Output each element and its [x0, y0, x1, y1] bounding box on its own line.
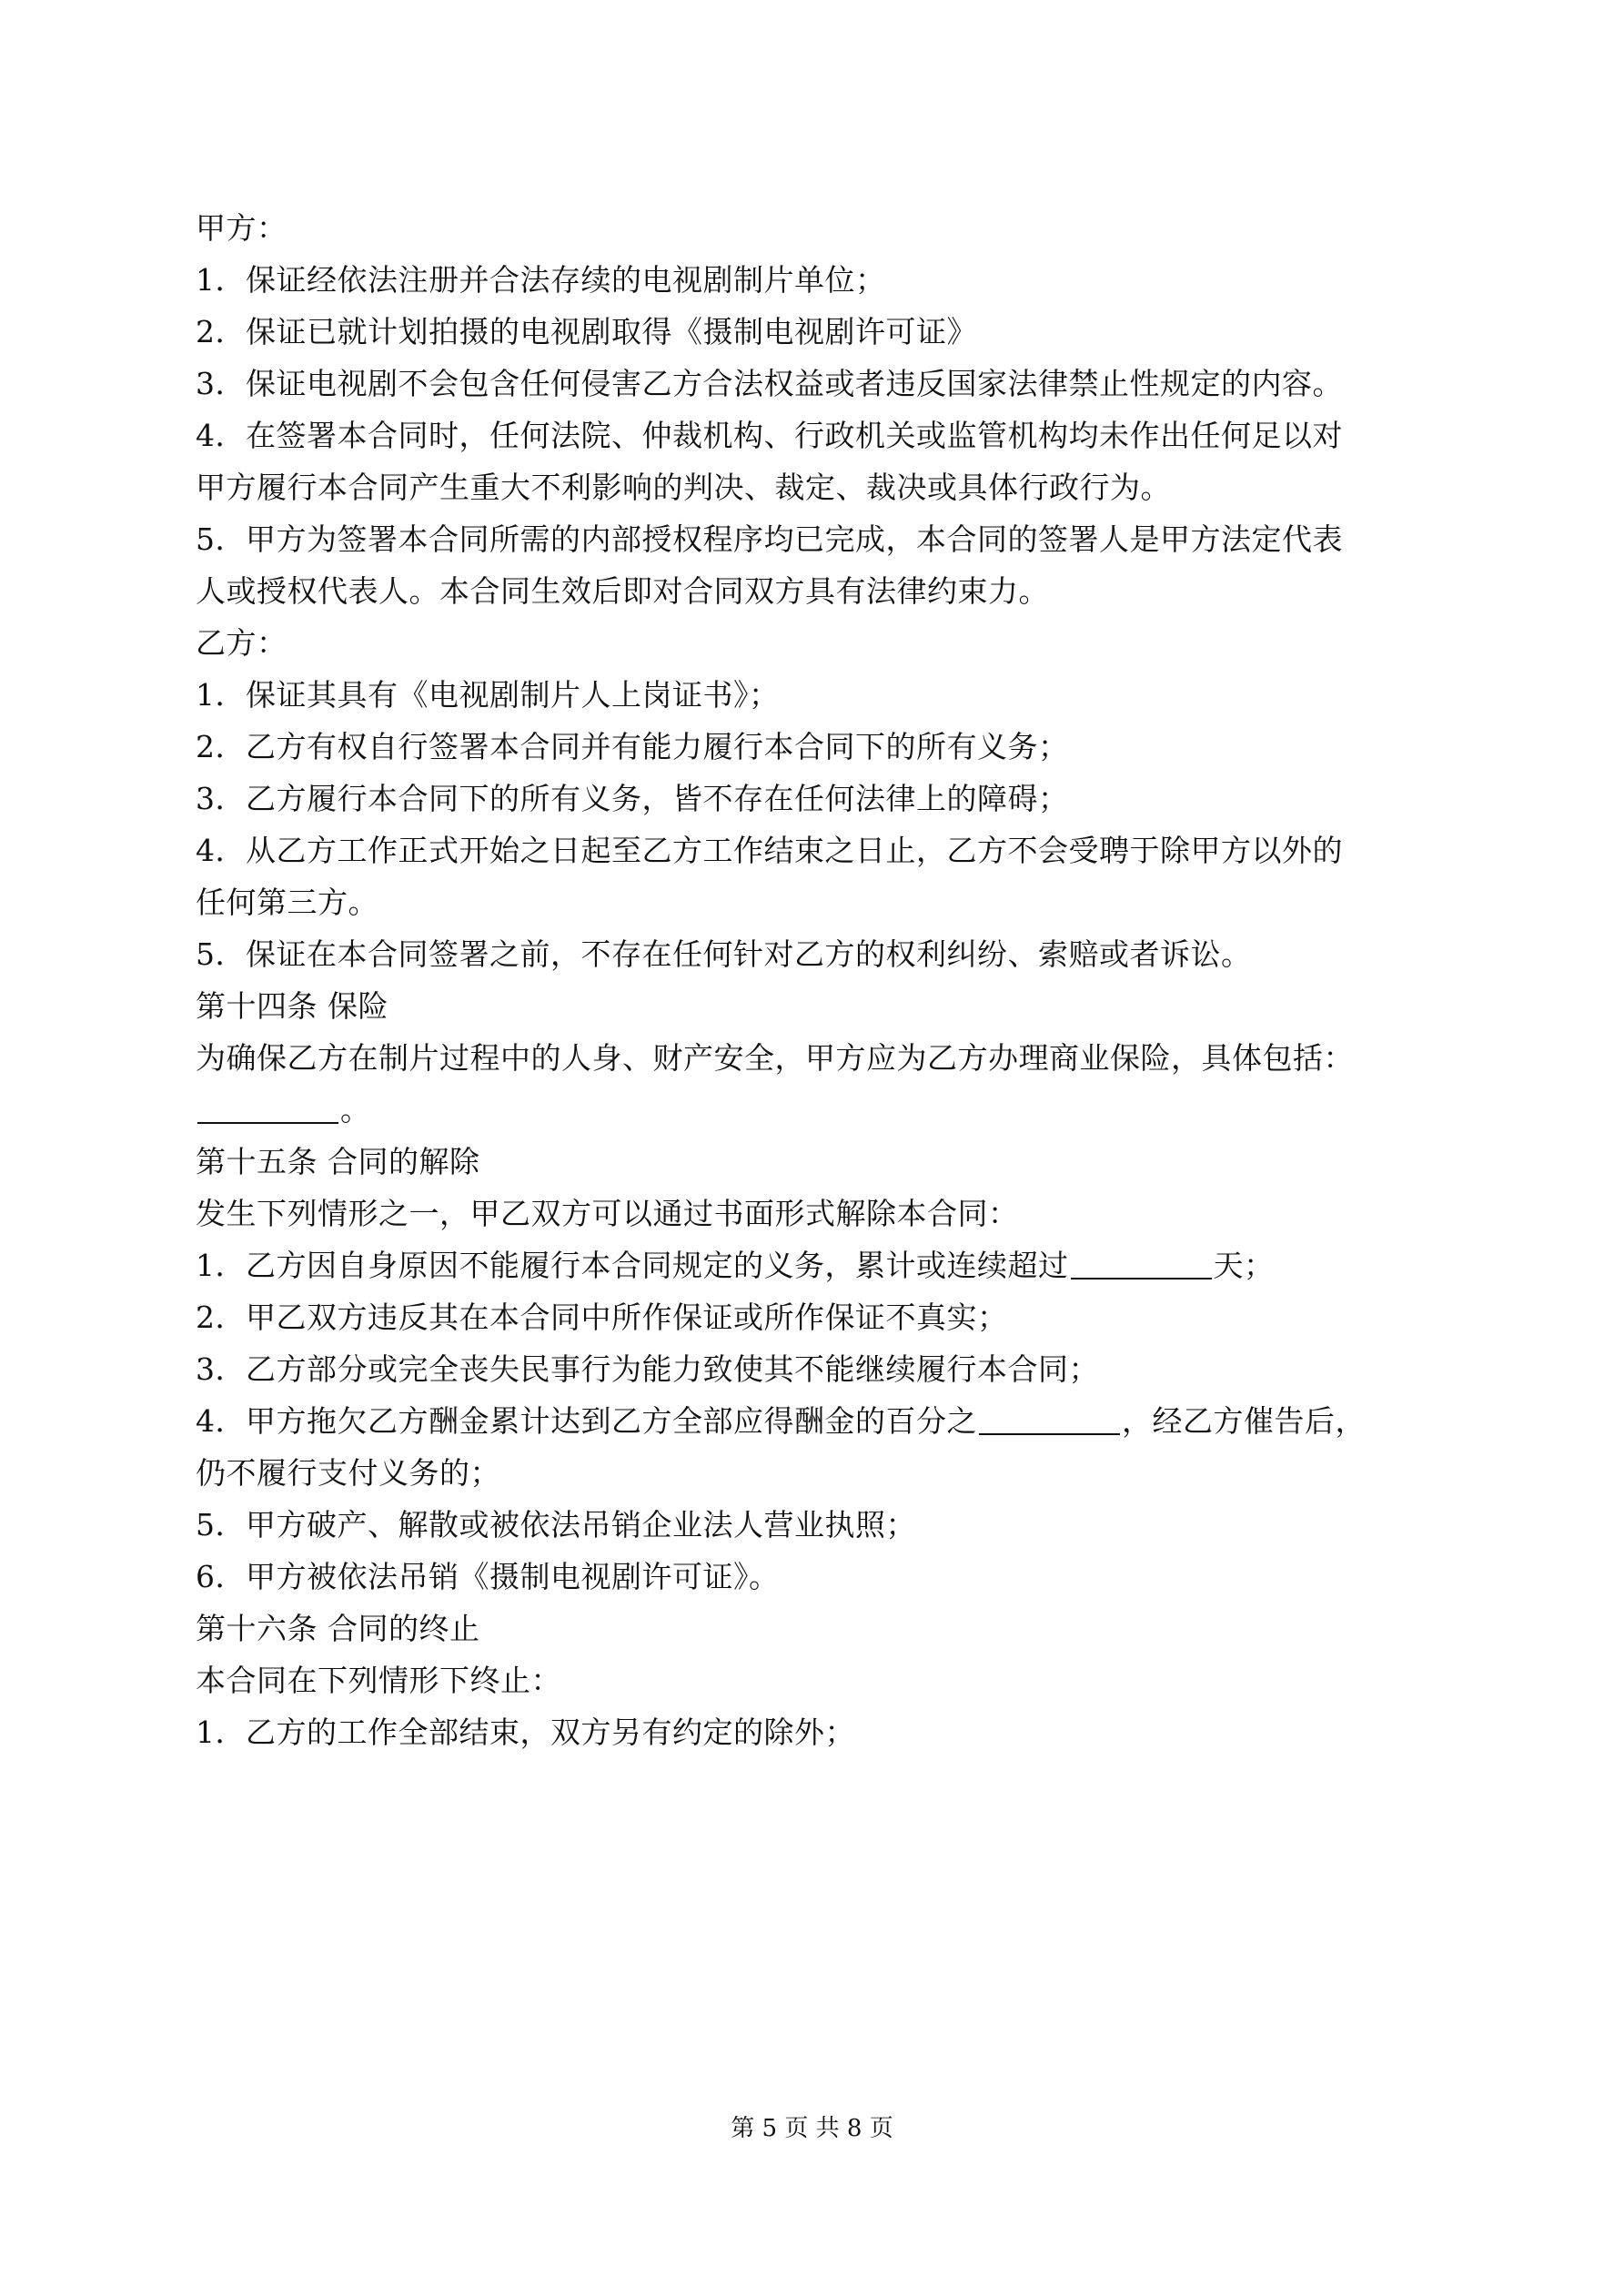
article-15-item-3: 3．乙方部分或完全丧失民事行为能力致使其不能继续履行本合同； [196, 1351, 1099, 1387]
insurance-blank-suffix: 。 [340, 1092, 371, 1128]
article-15-item-2: 2．甲乙双方违反其在本合同中所作保证或所作保证不真实； [196, 1300, 1008, 1335]
party-b-item-5: 5．保证在本合同签署之前，不存在任何针对乙方的权利纠纷、索赔或者诉讼。 [196, 936, 1252, 972]
article-16-heading: 第十六条 合同的终止 [196, 1611, 480, 1646]
party-a-item-3: 3．保证电视剧不会包含任何侵害乙方合法权益或者违反国家法律禁止性规定的内容。 [196, 366, 1343, 401]
party-b-item-1: 1．保证其具有《电视剧制片人上岗证书》； [196, 677, 780, 713]
article-15-item-6: 6．甲方被依法吊销《摄制电视剧许可证》。 [196, 1559, 780, 1594]
party-b-heading: 乙方： [196, 625, 287, 661]
article-15-item-4-suffix: ，经乙方催告后， [1122, 1403, 1366, 1439]
party-a-item-1: 1．保证经依法注册并合法存续的电视剧制片单位； [196, 262, 886, 298]
article-15-item-1 [196, 1239, 1451, 1291]
party-b-item-4-line-1: 4．从乙方工作正式开始之日起至乙方工作结束之日止，乙方不会受聘于除甲方以外的 [196, 833, 1343, 868]
article-16-item-1: 1．乙方的工作全部结束，双方另有约定的除外； [196, 1714, 855, 1750]
party-a-item-2: 2．保证已就计划拍摄的电视剧取得《摄制电视剧许可证》 [196, 314, 977, 349]
page-footer: 第 5 页 共 8 页 [731, 2115, 893, 2142]
article-15-item-4-line-1 [196, 1395, 1451, 1447]
party-a-heading: 甲方： [196, 210, 287, 246]
document-body [196, 202, 1451, 1758]
party-a-item-4-line-1: 4．在签署本合同时，任何法院、仲裁机构、行政机关或监管机构均未作出任何足以对 [196, 418, 1343, 453]
article-15-item-1-suffix: 天； [1213, 1248, 1275, 1283]
article-14-text: 为确保乙方在制片过程中的人身、财产安全，甲方应为乙方办理商业保险，具体包括： [196, 1040, 1354, 1076]
article-15-item-4-line-2: 仍不履行支付义务的； [196, 1455, 500, 1491]
article-16-intro: 本合同在下列情形下终止： [196, 1663, 561, 1698]
article-15-heading: 第十五条 合同的解除 [196, 1144, 480, 1179]
article-15-item-5: 5．甲方破产、解散或被依法吊销企业法人营业执照； [196, 1507, 916, 1542]
percentage-blank[interactable] [979, 1402, 1120, 1435]
party-b-item-2: 2．乙方有权自行签署本合同并有能力履行本合同下的所有义务； [196, 729, 1069, 764]
article-14-blank-line [196, 1084, 1451, 1136]
article-15-intro: 发生下列情形之一，甲乙双方可以通过书面形式解除本合同： [196, 1196, 1019, 1231]
party-b-item-4-line-2: 任何第三方。 [196, 885, 378, 920]
party-a-item-5-line-1: 5．甲方为签署本合同所需的内部授权程序均已完成，本合同的签署人是甲方法定代表 [196, 521, 1343, 557]
article-15-item-4-prefix: 4．甲方拖欠乙方酬金累计达到乙方全部应得酬金的百分之 [196, 1403, 977, 1439]
insurance-blank[interactable] [197, 1091, 338, 1124]
party-a-item-5-line-2: 人或授权代表人。本合同生效后即对合同双方具有法律约束力。 [196, 573, 1049, 609]
article-15-item-1-prefix: 1．乙方因自身原因不能履行本合同规定的义务，累计或连续超过 [196, 1248, 1069, 1283]
article-14-heading: 第十四条 保险 [196, 988, 388, 1024]
party-a-item-4-line-2: 甲方履行本合同产生重大不利影响的判决、裁定、裁决或具体行政行为。 [196, 470, 1171, 505]
days-blank[interactable] [1071, 1247, 1212, 1279]
party-b-item-3: 3．乙方履行本合同下的所有义务，皆不存在任何法律上的障碍； [196, 781, 1069, 816]
